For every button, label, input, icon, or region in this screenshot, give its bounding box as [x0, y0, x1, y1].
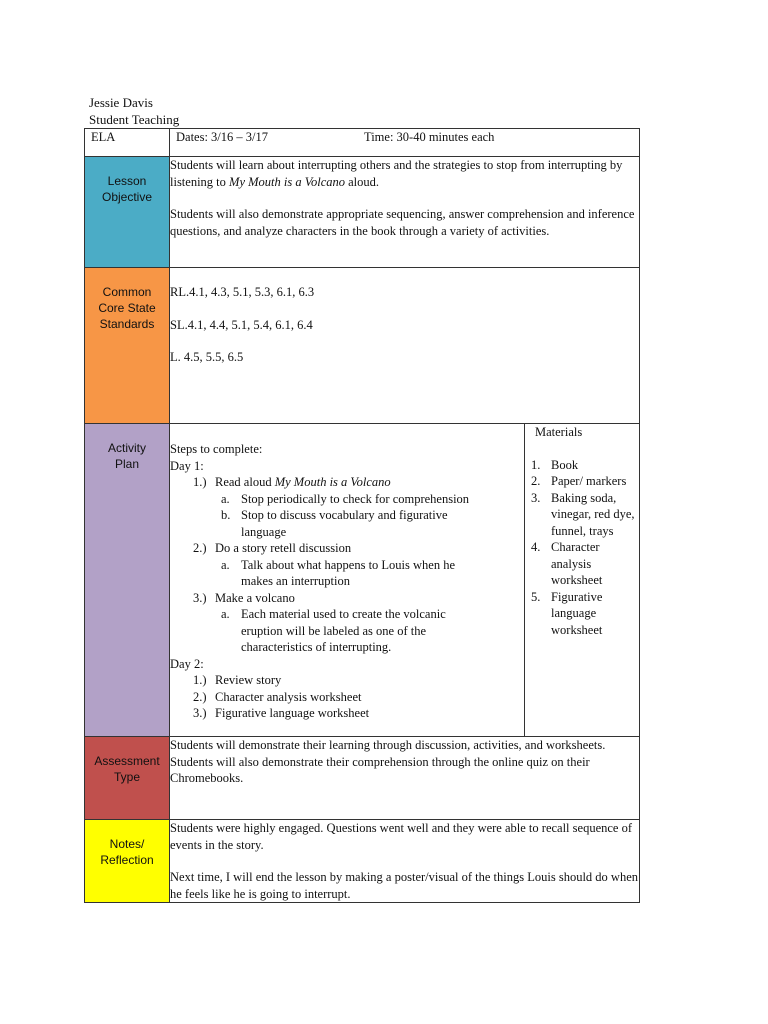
objective-label: Lesson Objective: [101, 174, 153, 204]
step-2a: a. Talk about what happens to Louis when he makes an interruption: [221, 557, 456, 588]
material-item: 4. Character analysis worksheet: [531, 540, 603, 587]
activity-label-cell: [85, 424, 170, 737]
day-2-step-3: 3.) Figurative language worksheet: [193, 706, 370, 720]
objective-content: [170, 157, 640, 268]
material-item: 1. Book: [531, 457, 579, 472]
day-2-step-2: 2.) Character analysis worksheet: [193, 689, 362, 704]
material-item: 5. Figurative language worksheet: [531, 589, 603, 637]
time: Time: 30-40 minutes each: [364, 130, 495, 144]
author-role: Student Teaching: [89, 111, 180, 127]
activity-label: Activity Plan: [107, 441, 146, 471]
materials-heading: Materials: [535, 425, 583, 439]
lesson-plan-table: [84, 128, 640, 903]
subject-cell: [85, 129, 170, 157]
activity-row: [85, 424, 640, 737]
book-title: My Mouth is a Volcano: [229, 174, 345, 189]
subject: ELA: [91, 130, 116, 144]
material-item: 2. Paper/ markers: [531, 474, 627, 488]
day-2-step-1: 1.) Review story: [193, 673, 282, 687]
materials-cell: [525, 424, 640, 737]
header-row: [85, 129, 640, 157]
notes-row: [85, 820, 640, 903]
step-3a: a. Each material used to create the volcanic eruption will be labeled as one of the characteristics of interrupting.: [221, 607, 446, 654]
day-2-heading: Day 2:: [170, 656, 204, 671]
step-3: 3.) Make a volcano: [193, 590, 295, 605]
author-name: Jessie Davis: [89, 95, 153, 110]
notes-content: [170, 820, 640, 903]
book-title: My Mouth is a Volcano: [274, 475, 391, 489]
assessment-content: Students will demonstrate their learning through discussion, activities, and worksheets. Students will also demonstrate their comprehension through the online quiz on their Chromebooks.: [170, 737, 640, 820]
notes-label: Notes/ Reflection: [100, 837, 154, 867]
day-1-heading: Day 1:: [170, 458, 204, 473]
steps-heading: Steps to complete:: [170, 442, 263, 456]
notes-label-cell: [85, 820, 170, 903]
standards-content: [170, 268, 640, 424]
standard-rl: RL.4.1, 4.3, 5.1, 5.3, 6.1, 6.3: [170, 285, 315, 299]
step-1b: b. Stop to discuss vocabulary and figurative language: [221, 508, 448, 539]
objective-row: [85, 157, 640, 268]
activity-steps: [170, 424, 525, 737]
notes-paragraph-2: Next time, I will end the lesson by making a poster/visual of the things Louis should do when he feels like he is going to interrupt.: [170, 870, 638, 901]
assessment-label-cell: [85, 737, 170, 820]
step-1a: a. Stop periodically to check for comprehension: [221, 491, 470, 506]
dates: Dates: 3/16 – 3/17: [176, 130, 269, 144]
step-2: 2.) Do a story retell discussion: [193, 541, 352, 555]
assessment-row: [85, 737, 640, 820]
standard-l: L. 4.5, 5.5, 6.5: [170, 350, 244, 364]
standards-label: Common Core State Standards: [98, 285, 156, 331]
objective-paragraph-2: Students will also demonstrate appropriate sequencing, answer comprehension and inference questions, and analyze characters in the book through a variety of activities.: [170, 207, 635, 238]
step-1: 1.) Read aloud My Mouth is a Volcano: [193, 475, 391, 489]
material-item: 3. Baking soda, vinegar, red dye, funnel, trays: [531, 490, 635, 538]
dates-time-cell: [170, 129, 640, 157]
standards-label-cell: [85, 268, 170, 424]
objective-paragraph-1: Students will learn about interrupting others and the strategies to stop from interrupting by listening to My Mouth is a Volcano aloud.: [170, 158, 623, 189]
document-header: [89, 95, 179, 128]
standards-row: [85, 268, 640, 424]
objective-label-cell: [85, 157, 170, 268]
notes-paragraph-1: Students were highly engaged. Questions went well and they were able to recall sequence of events in the story.: [170, 821, 632, 852]
assessment-label: Assessment Type: [94, 754, 160, 784]
standard-sl: SL.4.1, 4.4, 5.1, 5.4, 6.1, 6.4: [170, 317, 313, 332]
